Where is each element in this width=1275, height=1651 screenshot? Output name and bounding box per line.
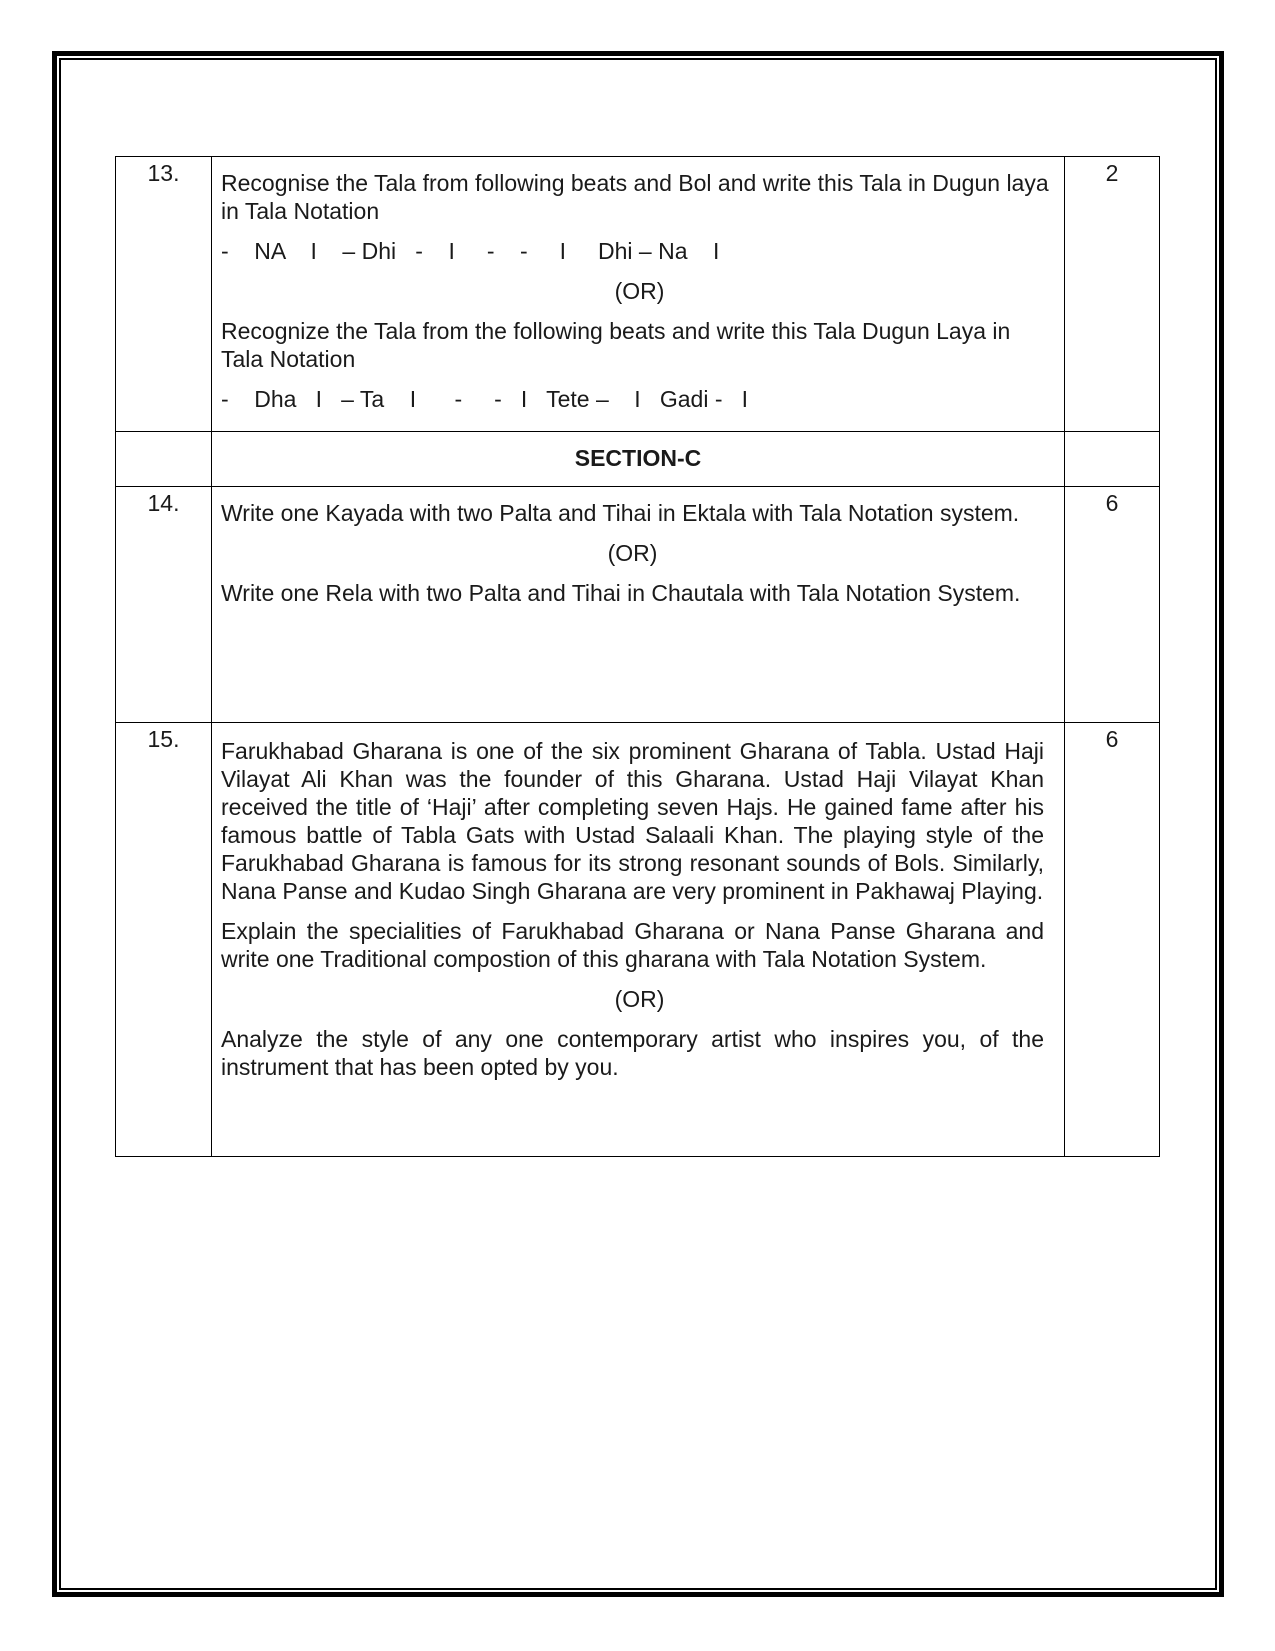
question-text: Recognise the Tala from following beats and Bol and write this Tala in Dugun laya in Tala Notation — [221, 170, 1049, 224]
question-body — [212, 723, 1065, 1157]
alternative-tala-bols: - Dha I – Ta I - - I Tete – I Gadi - I — [221, 386, 749, 412]
alternative-question-text: Analyze the style of any one contemporary artist who inspires you, of the instrument that has been opted by you. — [221, 1026, 1044, 1080]
section-row — [116, 432, 1160, 487]
question-number: 14. — [116, 487, 212, 723]
passage-text: Farukhabad Gharana is one of the six prominent Gharana of Tabla. Ustad Haji Vilayat Ali Khan was the founder of this Gharana. Ustad Haji Vilayat Khan received the title of ‘Haji’ after completing seven Hajs. He gained fame after his famous battle of Tabla Gats with Ustad Salaali Khan. The playing style of the Farukhabad Gharana is famous for its strong resonant sounds of Bols. Similarly, Nana Panse and Kudao Singh Gharana are very prominent in Pakhawaj Playing. — [221, 738, 1044, 904]
question-body — [212, 157, 1065, 432]
empty-cell — [1065, 432, 1160, 487]
question-number: 15. — [116, 723, 212, 1157]
or-separator: (OR) — [614, 278, 665, 304]
question-number: 13. — [116, 157, 212, 432]
question-row-14 — [116, 487, 1160, 723]
section-title: SECTION-C — [212, 432, 1065, 487]
alternative-question-text: Write one Rela with two Palta and Tihai in Chautala with Tala Notation System. — [221, 580, 1021, 606]
question-row-13 — [116, 157, 1160, 432]
empty-cell — [116, 432, 212, 487]
question-marks: 6 — [1065, 723, 1160, 1157]
question-marks: 2 — [1065, 157, 1160, 432]
or-separator: (OR) — [614, 986, 665, 1012]
question-body — [212, 487, 1065, 723]
tala-bols: - NA I – Dhi - I - - I Dhi – Na I — [221, 238, 720, 264]
question-row-15 — [116, 723, 1160, 1157]
alternative-question-text: Recognize the Tala from the following beats and write this Tala Dugun Laya in Tala Notation — [221, 318, 1011, 372]
question-table — [115, 156, 1160, 1157]
question-text: Write one Kayada with two Palta and Tihai in Ektala with Tala Notation system. — [221, 500, 1020, 526]
question-marks: 6 — [1065, 487, 1160, 723]
question-text: Explain the specialities of Farukhabad Gharana or Nana Panse Gharana and write one Traditional compostion of this gharana with Tala Notation System. — [221, 918, 1044, 972]
or-separator: (OR) — [607, 540, 658, 566]
